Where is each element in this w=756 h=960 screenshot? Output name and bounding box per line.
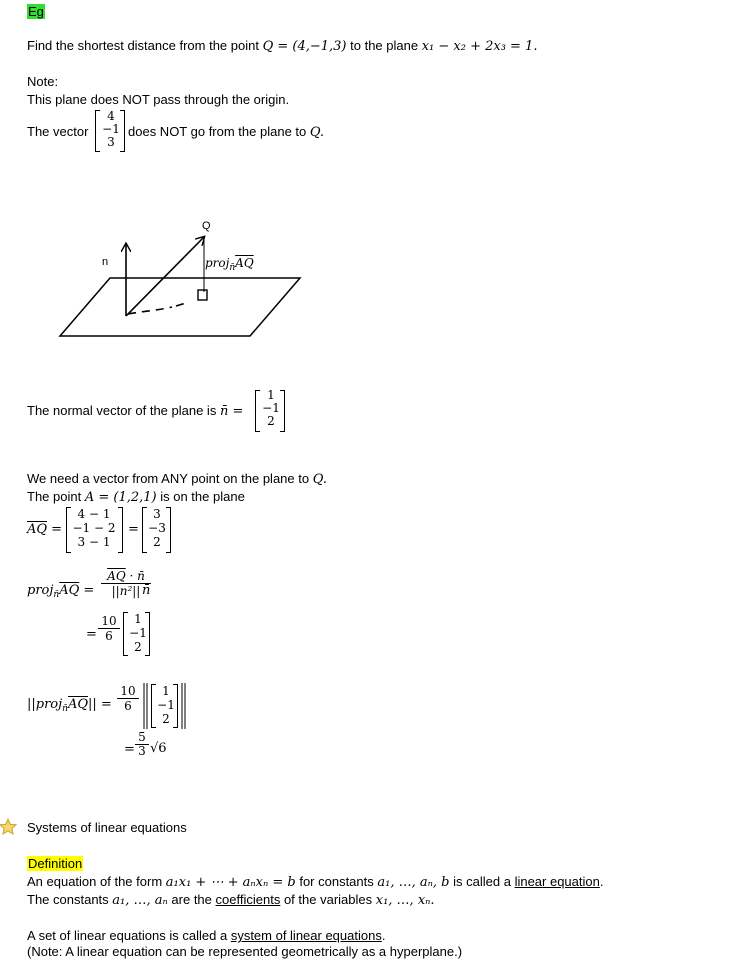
ten-sixths: $\frac{10}{6}$ (117, 684, 139, 713)
equals-sign: = (128, 522, 139, 537)
normal-vector: 1 −1 2 (262, 388, 280, 428)
problem-statement: Find the shortest distance from the point Q = (4,−1,3) to the plane x₁ − x₂ + 2x₃ = 1. (27, 38, 538, 54)
normal-text: The normal vector of the plane is n̄ = (27, 403, 244, 419)
note-label: Note: (27, 74, 59, 89)
definition-line2: The constants a₁, …, aₙ are the coefficients of the variables x₁, …, xₙ. (27, 892, 435, 908)
vector-4-1-3: 4 −1 3 (102, 109, 120, 149)
n-bar: n̄ (142, 583, 151, 598)
definition-label: Definition (28, 856, 83, 871)
equals-sign: = (86, 627, 97, 642)
aq-result-vector: 3 −3 2 (148, 507, 166, 549)
diagram-label-n: n (102, 256, 109, 268)
ten-sixths: $\frac{10}{6}$ (98, 614, 120, 643)
point-line: The point A = (1,2,1) is on the plane (27, 489, 245, 505)
need-line: We need a vector from ANY point on the plane to Q. (27, 471, 327, 487)
section-title: Systems of linear equations (27, 820, 187, 835)
equals-sign: = (124, 742, 135, 757)
definition-line1: An equation of the form a₁x₁ + ⋯ + aₙxₙ = b for constants a₁, …, aₙ, b is called a linear equation. (27, 874, 604, 890)
proj-label: $proj_{n̄}\overline{AQ}$ = (27, 583, 95, 600)
norm-vector: 1 −1 2 (157, 684, 175, 726)
norm-label: $||proj_{n̄}\overline{AQ}||$ = (27, 697, 112, 714)
note-vector-pre: The vector (27, 124, 89, 139)
proj-fraction: $\frac{\overline{AQ} \cdot n̄}{\text{||n²||}}$ (101, 569, 151, 598)
diagram-label-q: Q (202, 220, 211, 232)
sqrt-six: √6 (150, 741, 167, 756)
aq-difference-vector: 4 − 1 −1 − 2 3 − 1 (72, 507, 116, 549)
eg-label: Eg (28, 4, 44, 19)
proj-vector: 1 −1 2 (129, 612, 147, 654)
note-vector-post: does NOT go from the plane to Q. (128, 124, 325, 140)
five-thirds: $\frac{5}{3}$ (135, 731, 149, 758)
note-line1: This plane does NOT pass through the origin. (27, 92, 290, 107)
aq-label: $\overline{AQ}$ = (27, 522, 63, 537)
definition-line4: (Note: A linear equation can be represented geometrically as a hyperplane.) (27, 944, 463, 959)
definition-line3: A set of linear equations is called a system of linear equations. (27, 928, 386, 943)
diagram-label-proj: $proj_{n̄}\overline{AQ}$ (205, 256, 254, 273)
